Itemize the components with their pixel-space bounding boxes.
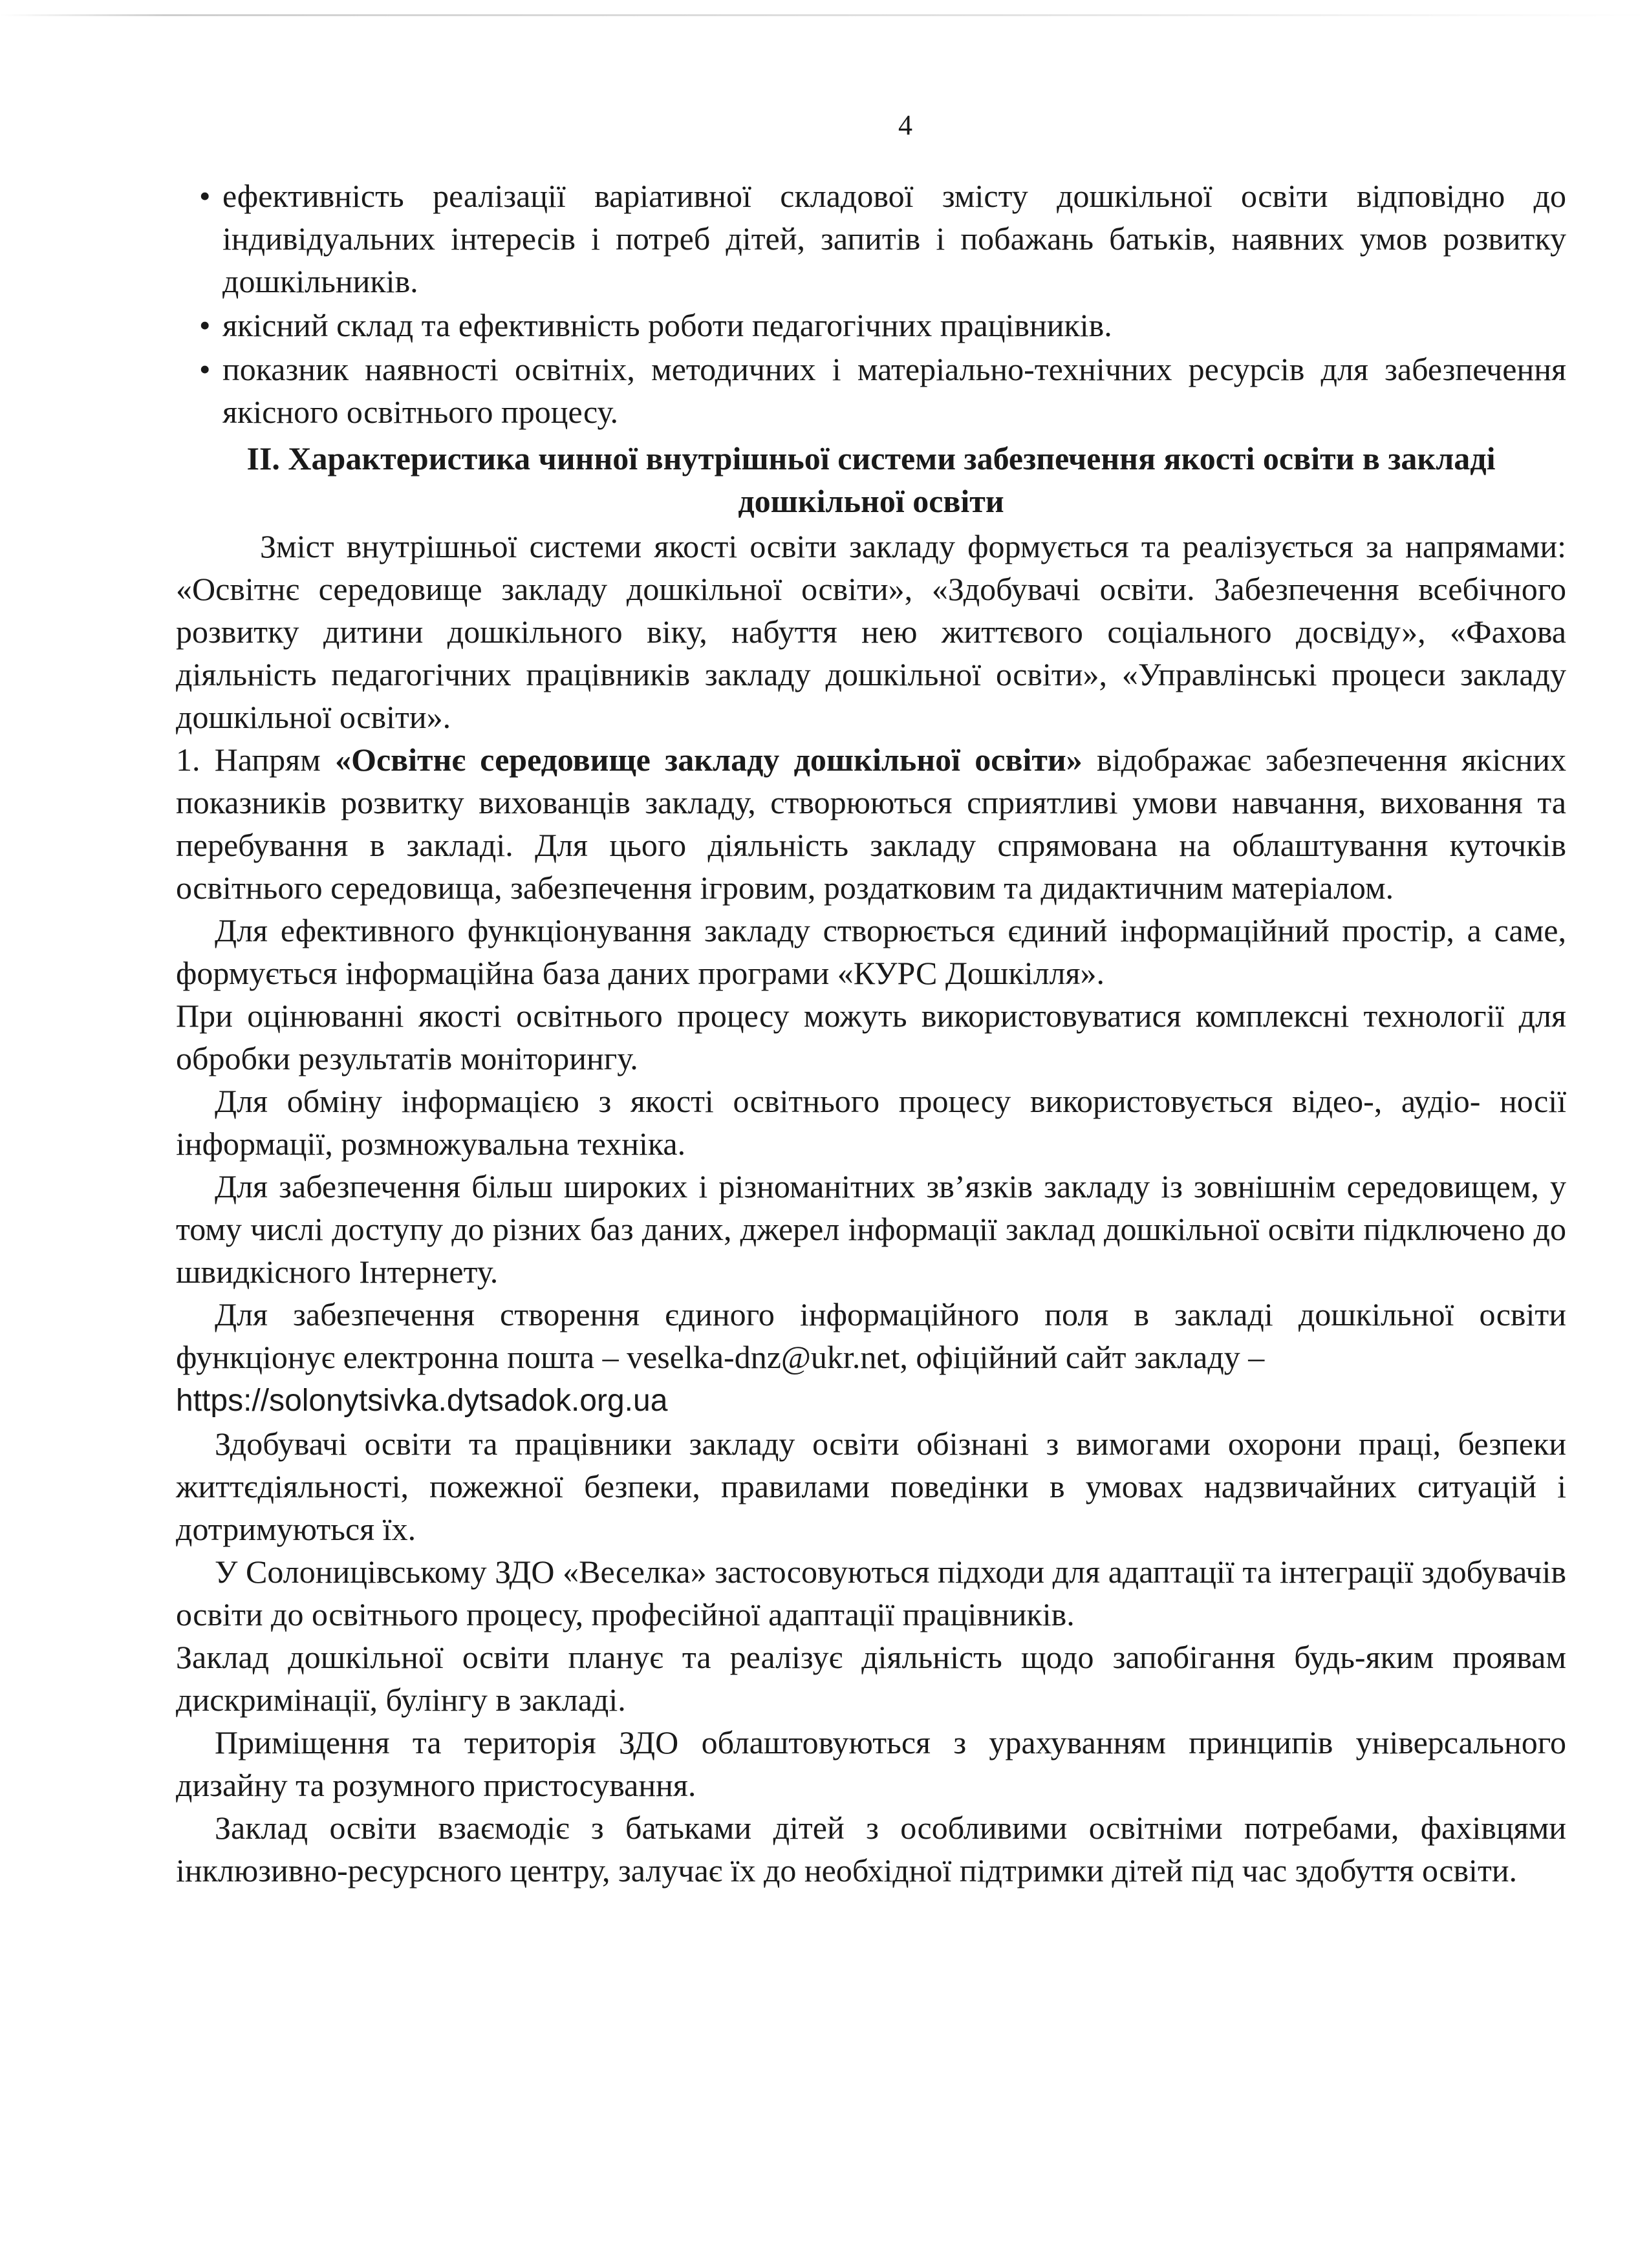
paragraph: Здобувачі освіти та працівники закладу освіти обізнані з вимогами охорони праці, безпеки життєдіяльності, пожежної безпеки, правилами поведінки в умовах надзвичайних ситуацій і дотримуються їх. [176,1426,1566,1547]
section-heading: ІІ. Характеристика чинної внутрішньої системи забезпечення якості освіти в закладі дошкільної освіти [246,440,1496,519]
bullet-item: • якісний склад та ефективність роботи педагогічних працівників. [176,304,1566,347]
bullet-icon: • [199,307,211,343]
scan-top-edge [0,14,1649,16]
paragraph: Для обміну інформацією з якості освітнього процесу використовується відео-, аудіо- носії інформації, розмножувальна техніка. [176,1083,1566,1162]
paragraph: Заклад освіти взаємодіє з батьками дітей з особливими освітніми потребами, фахівцями інклюзивно-ресурсного центру, залучає їх до необхідної підтримки дітей під час здобуття освіти. [176,1810,1566,1888]
page-number: 4 [898,109,912,141]
paragraph: Для забезпечення більш широких і різноманітних зв’язків закладу із зовнішнім середовищем, у тому числі доступу до різних баз даних, джерел інформації заклад дошкільної освіти підключено до швидкісного Інтернету. [176,1168,1566,1290]
bullet-icon: • [199,351,211,387]
bullet-item: • ефективність реалізації варіативної складової змісту дошкільної освіти відповідно до індивідуальних інтересів і потреб дітей, запитів і побажань батьків, наявних умов розвитку дошкільників. [176,175,1566,303]
contacts-paragraph: Для забезпечення створення єдиного інформаційного поля в закладі дошкільної освіти функціонує електронна пошта – veselka-dnz@ukr.net, офіційний сайт закладу – https://solonytsivka.dytsadok.org.ua [176,1296,1566,1418]
website-url: https://solonytsivka.dytsadok.org.ua [176,1384,668,1418]
paragraph: Для ефективного функціонування закладу створюється єдиний інформаційний простір, а саме, формується інформаційна база даних програми «КУРС Дошкілля». [176,912,1566,991]
bullet-icon: • [199,178,211,214]
criteria-bullet-list [176,175,1566,433]
bullet-item: • показник наявності освітніх, методичних і матеріально-технічних ресурсів для забезпечення якісного освітнього процесу. [176,348,1566,433]
paragraph: Заклад дошкільної освіти планує та реалізує діяльність щодо запобігання будь-яким проявам дискримінації, булінгу в закладі. [176,1639,1566,1718]
paragraph: При оцінюванні якості освітнього процесу можуть використовуватися комплексні технології для обробки результатів моніторингу. [176,998,1566,1076]
paragraph: Приміщення та територія ЗДО облаштовуються з урахуванням принципів універсального дизайну та розумного пристосування. [176,1724,1566,1803]
document-body [176,175,1566,1892]
paragraph: У Солоницівському ЗДО «Веселка» застосовуються підходи для адаптації та інтеграції здобувачів освіти до освітнього процесу, професійної адаптації працівників. [176,1554,1566,1632]
intro-paragraph: Зміст внутрішньої системи якості освіти закладу формується та реалізується за напрямами: «Освітнє середовище закладу дошкільної освіти», «Здобувачі освіти. Забезпечення всебічного розвитку дитини дошкільного віку, набуття нею життєвого соціального досвіду», «Фахова діяльність педагогічних працівників закладу дошкільної освіти», «Управлінські процеси закладу дошкільної освіти». [176,528,1566,735]
direction-1-title: «Освітнє середовище закладу дошкільної освіти» [335,742,1083,778]
direction-1-paragraph: 1. Напрям «Освітнє середовище закладу дошкільної освіти» відображає забезпечення якісних показників розвитку вихованців закладу, створюються сприятливі умови навчання, виховання та перебування в закладі. Для цього діяльність закладу спрямована на облаштування куточків освітнього середовища, забезпечення ігровим, роздатковим та дидактичним матеріалом. [176,742,1566,906]
